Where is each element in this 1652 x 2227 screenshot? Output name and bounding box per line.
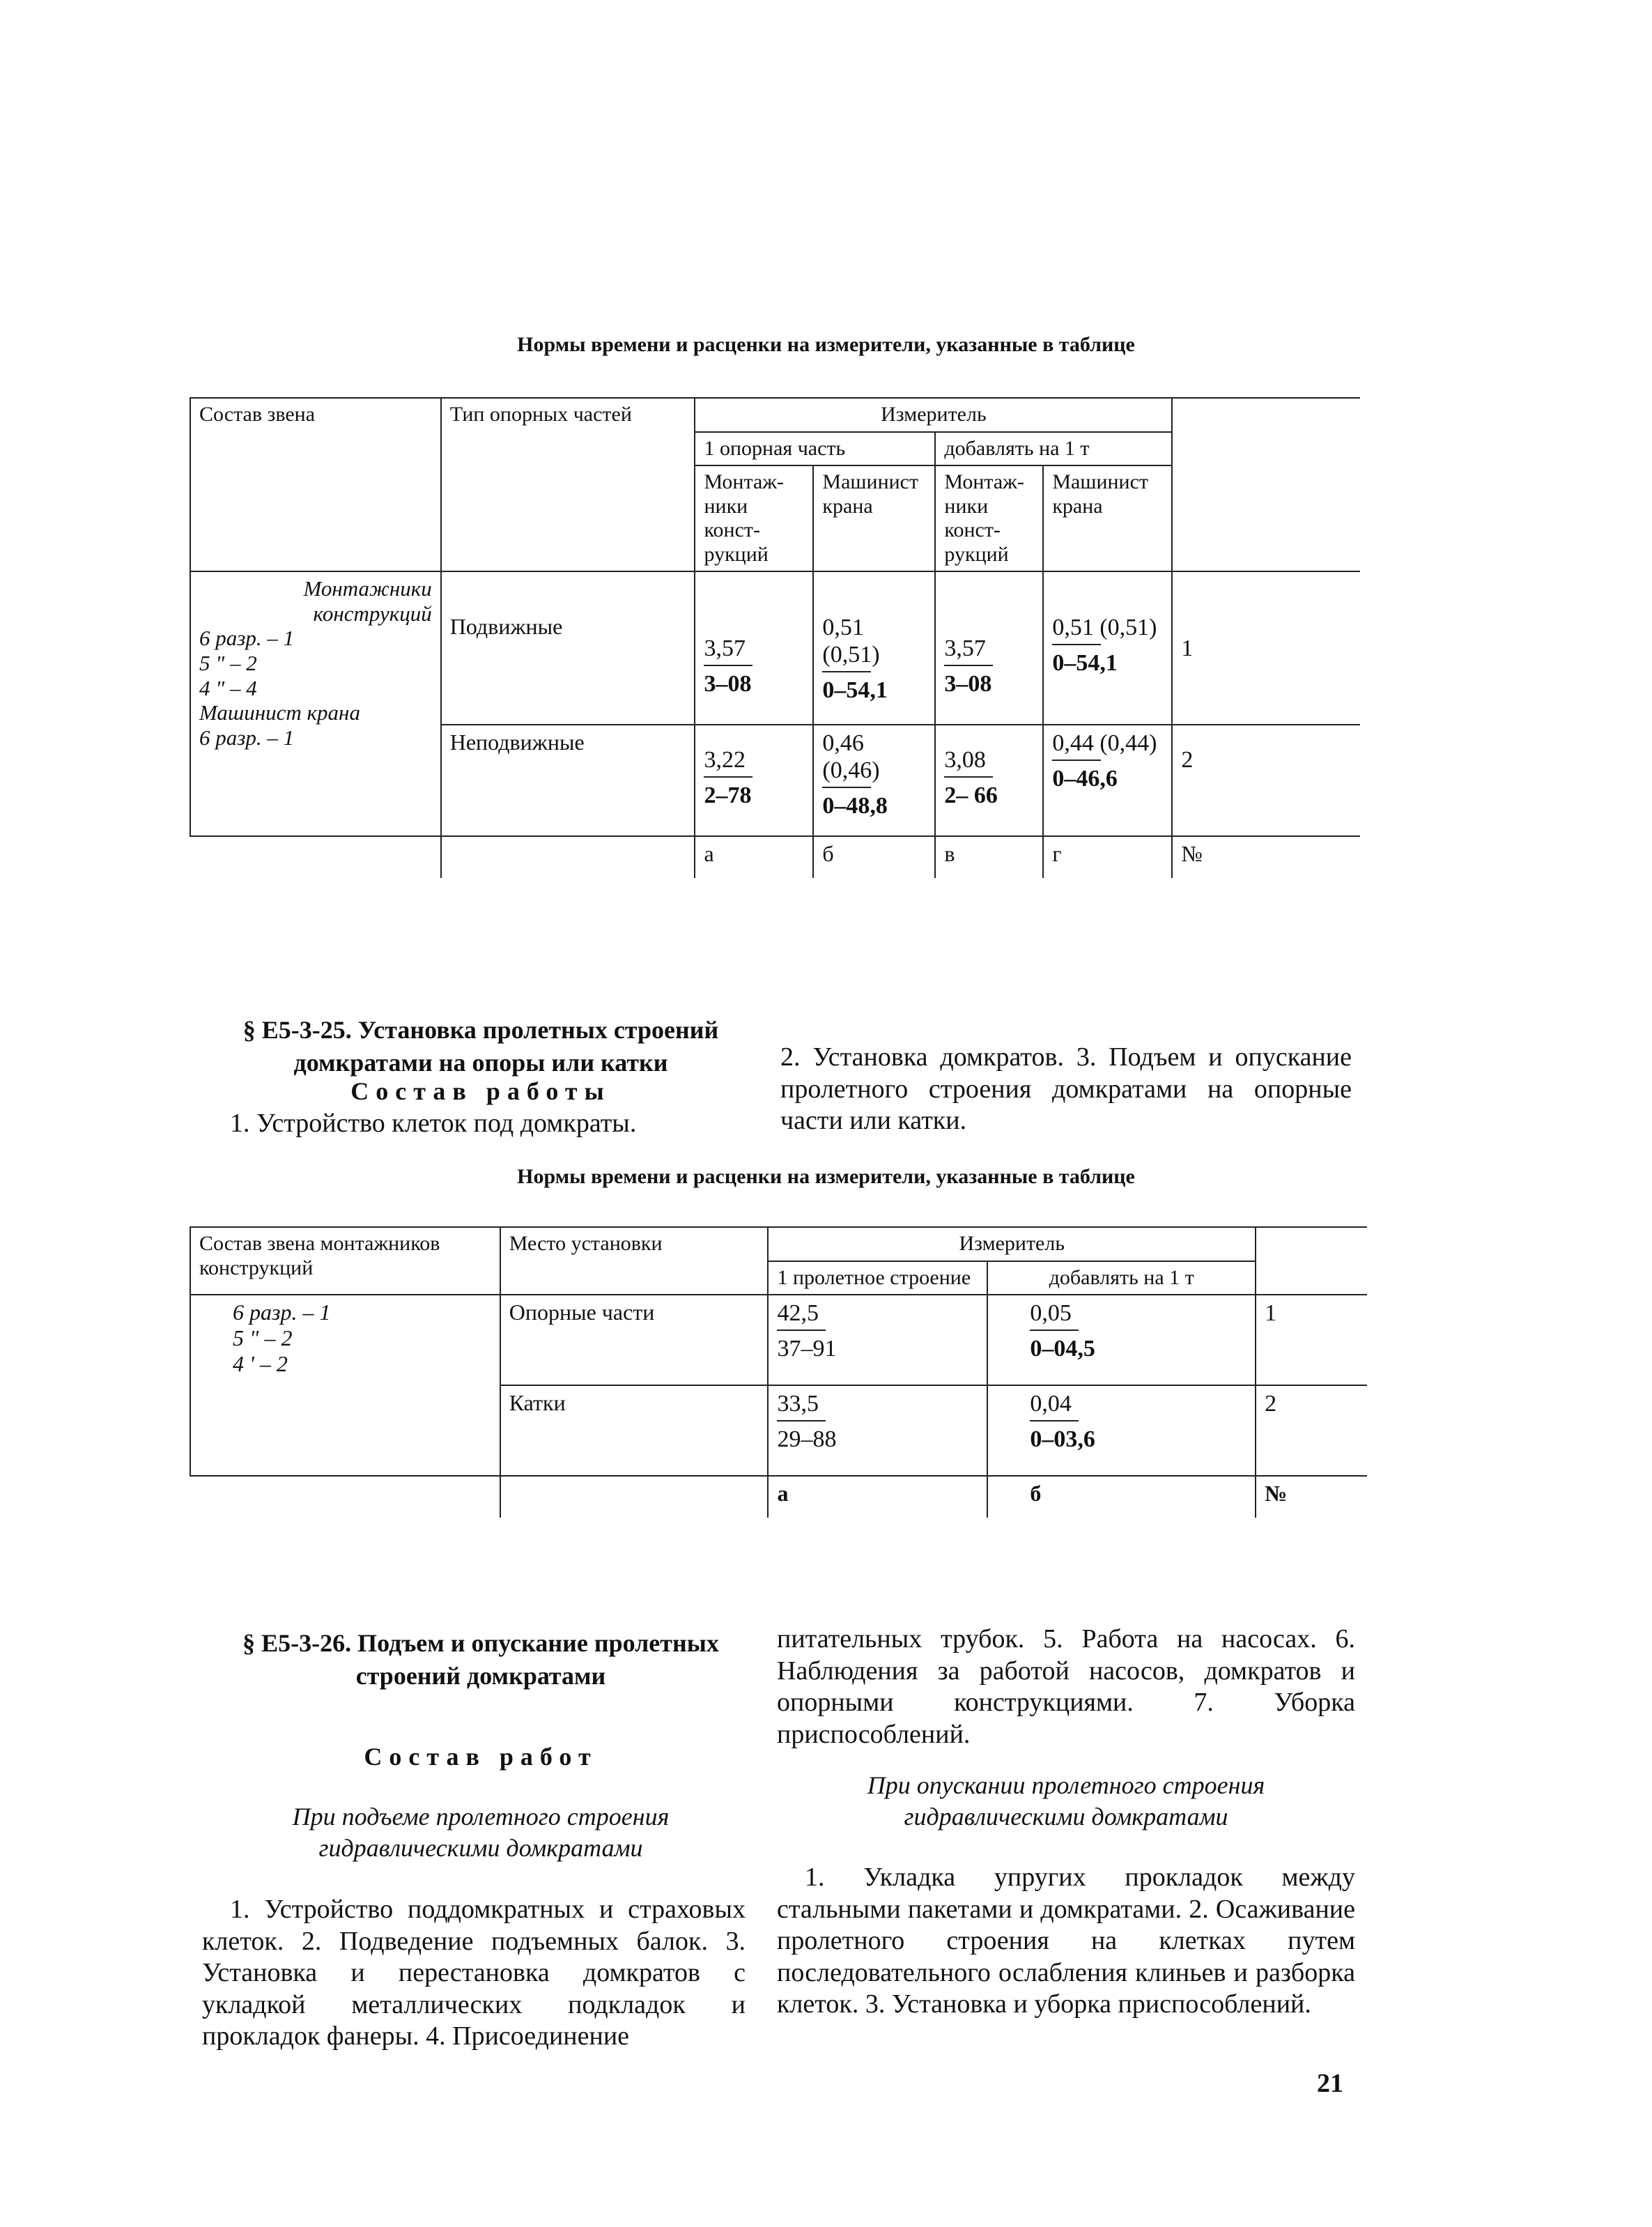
t2-row2-b: [987, 1385, 1256, 1476]
t1-row1-c-top: 3,57: [944, 635, 986, 661]
t1-row2-a-top: 3,22: [704, 747, 746, 773]
t1-foot-d: г: [1043, 836, 1172, 878]
t2-row2-b-top: 0,04: [1030, 1391, 1072, 1417]
t2-header-meter: Измеритель: [768, 1227, 1256, 1261]
t1-header-meter: Измеритель: [695, 398, 1172, 432]
t2-row1-a-top: 42,5: [777, 1300, 819, 1326]
section25-title: § Е5-3-25. Установка пролетных строений домкратами на опоры или катки: [242, 1016, 719, 1077]
section26-right-text: питательных трубок. 5. Работа на насосах. 6. Наблюдения за работой насосов, домкратов и опорными конструкциями. 7. Уборка приспособлений.: [777, 1624, 1355, 1749]
t2-foot-blank-1: [190, 1476, 500, 1518]
t1-row1-b-bot: 0–54,1: [822, 677, 888, 704]
t2-row1-a: [768, 1295, 987, 1385]
fraction-bar: [1030, 1420, 1079, 1421]
page-number: 21: [1317, 2069, 1343, 2098]
t1-row2-d: [1043, 725, 1172, 836]
section26-lift-heading: При подъеме пролетного строения гидравлическими домкратами: [292, 1803, 670, 1862]
t1-foot-blank-1: [190, 836, 441, 878]
table2-caption: Нормы времени и расценки на измерители, указанные в таблице: [517, 1165, 1135, 1188]
t1-crew-line-3: 4 " – 4: [199, 675, 257, 700]
t2-header-place: Место установки: [500, 1227, 769, 1295]
t1-row1-d: [1043, 571, 1172, 725]
t2-crew-line-1: 6 разр. – 1: [233, 1300, 331, 1325]
t2-row2-a-top: 33,5: [777, 1391, 819, 1417]
t2-foot-blank-2: [500, 1476, 769, 1518]
t1-header-installers-c: Монтаж-ники конст-рукций: [935, 465, 1043, 571]
section26-title: § Е5-3-26. Подъем и опускание пролетных строений домкратами: [242, 1629, 719, 1690]
t1-row1-b-top: 0,51 (0,51): [822, 615, 880, 668]
t1-header-crew: Состав звена: [190, 398, 441, 571]
t1-foot-a: а: [695, 836, 813, 878]
t1-row2-b-bot: 0–48,8: [822, 793, 888, 819]
t1-header-add-per-t: добавлять на 1 т: [935, 432, 1172, 466]
t2-row1-a-bot: 37–91: [777, 1336, 837, 1362]
section25-work-heading: Состав работы: [350, 1077, 611, 1105]
section26-lower-heading: При опускании пролетного строения гидравлическими домкратами: [867, 1771, 1265, 1831]
t2-row2-b-bot: 0–03,6: [1030, 1426, 1095, 1453]
t2-header-blank: [1256, 1227, 1367, 1295]
t1-row1-a: [695, 571, 813, 725]
t1-row2-d-bot: 0–46,6: [1052, 766, 1118, 792]
t1-crew-crane-line: 6 разр. – 1: [199, 725, 295, 750]
t1-header-per-one: 1 опорная часть: [695, 432, 935, 466]
t1-row1-a-top: 3,57: [704, 635, 746, 661]
section26-lift-text: 1. Устройство поддомкратных и страховых клеток. 2. Подведение подъемных балок. 3. Установка и перестановка домкратов с укладкой металлических подкладок и прокладок фанеры. 4. Присоединение: [202, 1895, 746, 2051]
t1-row2-a: [695, 725, 813, 836]
t1-row1-d-top: 0,51 (0,51): [1052, 615, 1157, 640]
t1-header-crane-d: Машинист крана: [1043, 465, 1172, 571]
t1-crew-title: Монтажники конструкций: [303, 576, 432, 626]
section26-work-heading: Состав работ: [364, 1743, 598, 1771]
t1-header-installers-a: Монтаж-ники конст-рукций: [695, 465, 813, 571]
t1-row2-b: [813, 725, 935, 836]
t2-header-add-per-t: добавлять на 1 т: [987, 1261, 1256, 1295]
t2-row1-num: 1: [1256, 1295, 1367, 1385]
t1-crew-cell: [190, 571, 441, 836]
t1-row2-c: [935, 725, 1043, 836]
section25-left-text: 1. Устройство клеток под домкраты.: [230, 1109, 637, 1138]
t1-row1-c: [935, 571, 1043, 725]
t1-row2-num: 2: [1172, 725, 1360, 836]
fraction-bar: [704, 665, 752, 666]
t2-row2-place: Катки: [500, 1385, 769, 1476]
t1-row2-type: Неподвижные: [441, 725, 695, 836]
t1-row1-type: Подвижные: [441, 571, 695, 725]
t1-row2-d-top: 0,44 (0,44): [1052, 730, 1157, 756]
t2-crew-line-2: 5 " – 2: [233, 1325, 293, 1350]
t2-crew-cell: [190, 1295, 500, 1476]
t1-header-support-type: Тип опорных частей: [441, 398, 695, 571]
fraction-bar: [704, 776, 752, 778]
fraction-bar: [944, 665, 993, 666]
t1-row1-a-bot: 3–08: [704, 671, 752, 698]
fraction-bar: [944, 776, 993, 778]
t1-foot-c: в: [935, 836, 1043, 878]
fraction-bar: [1052, 644, 1101, 645]
t1-row1-d-bot: 0–54,1: [1052, 650, 1118, 677]
table1-caption: Нормы времени и расценки на измерители, указанные в таблице: [517, 333, 1135, 356]
fraction-bar: [1052, 760, 1101, 761]
t1-foot-blank-2: [441, 836, 695, 878]
t1-row2-b-top: 0,46 (0,46): [822, 730, 880, 784]
norms-table-1: [190, 397, 1360, 878]
t2-foot-num: №: [1256, 1476, 1367, 1518]
fraction-bar: [822, 671, 871, 672]
t1-crew-crane: Машинист крана: [199, 700, 360, 725]
t1-header-blank: [1172, 398, 1360, 571]
t1-row2-c-top: 3,08: [944, 747, 986, 773]
t2-header-crew: Состав звена монтажников конструкций: [190, 1227, 500, 1295]
t2-row1-b-bot: 0–04,5: [1030, 1336, 1095, 1362]
t2-foot-b: б: [987, 1476, 1256, 1518]
t1-row1-b: [813, 571, 935, 725]
t1-header-crane-b: Машинист крана: [813, 465, 935, 571]
fraction-bar: [777, 1420, 826, 1421]
t1-row2-c-bot: 2– 66: [944, 783, 998, 809]
norms-table-2: [190, 1226, 1367, 1518]
t2-foot-a: а: [768, 1476, 987, 1518]
t1-row1-num: 1: [1172, 571, 1360, 725]
t1-foot-num: №: [1172, 836, 1360, 878]
fraction-bar: [822, 787, 871, 788]
t2-crew-line-3: 4 ' – 2: [233, 1350, 288, 1376]
t2-row1-b-top: 0,05: [1030, 1300, 1072, 1326]
section26-lower-text: 1. Укладка упругих прокладок между стальными пакетами и домкратами. 2. Осаживание пролетного строения на клетках путем последовательного ослабления клиньев и разборка клеток. 3. Установка и уборка приспособлений.: [777, 1863, 1355, 2019]
t1-row1-c-bot: 3–08: [944, 671, 992, 698]
t1-crew-line-2: 5 " – 2: [199, 650, 257, 675]
t2-row2-a-bot: 29–88: [777, 1426, 837, 1453]
fraction-bar: [1030, 1330, 1079, 1331]
t2-row1-place: Опорные части: [500, 1295, 769, 1385]
t2-row2-num: 2: [1256, 1385, 1367, 1476]
t2-header-per-span: 1 пролетное строение: [768, 1261, 987, 1295]
t2-row1-b: [987, 1295, 1256, 1385]
t1-crew-line-1: 6 разр. – 1: [199, 626, 295, 651]
section25-right-text: 2. Установка домкратов. 3. Подъем и опускание пролетного строения домкратами на опорные части или катки.: [780, 1042, 1352, 1136]
fraction-bar: [777, 1330, 826, 1331]
t1-foot-b: б: [813, 836, 935, 878]
t1-row2-a-bot: 2–78: [704, 783, 752, 809]
t2-row2-a: [768, 1385, 987, 1476]
